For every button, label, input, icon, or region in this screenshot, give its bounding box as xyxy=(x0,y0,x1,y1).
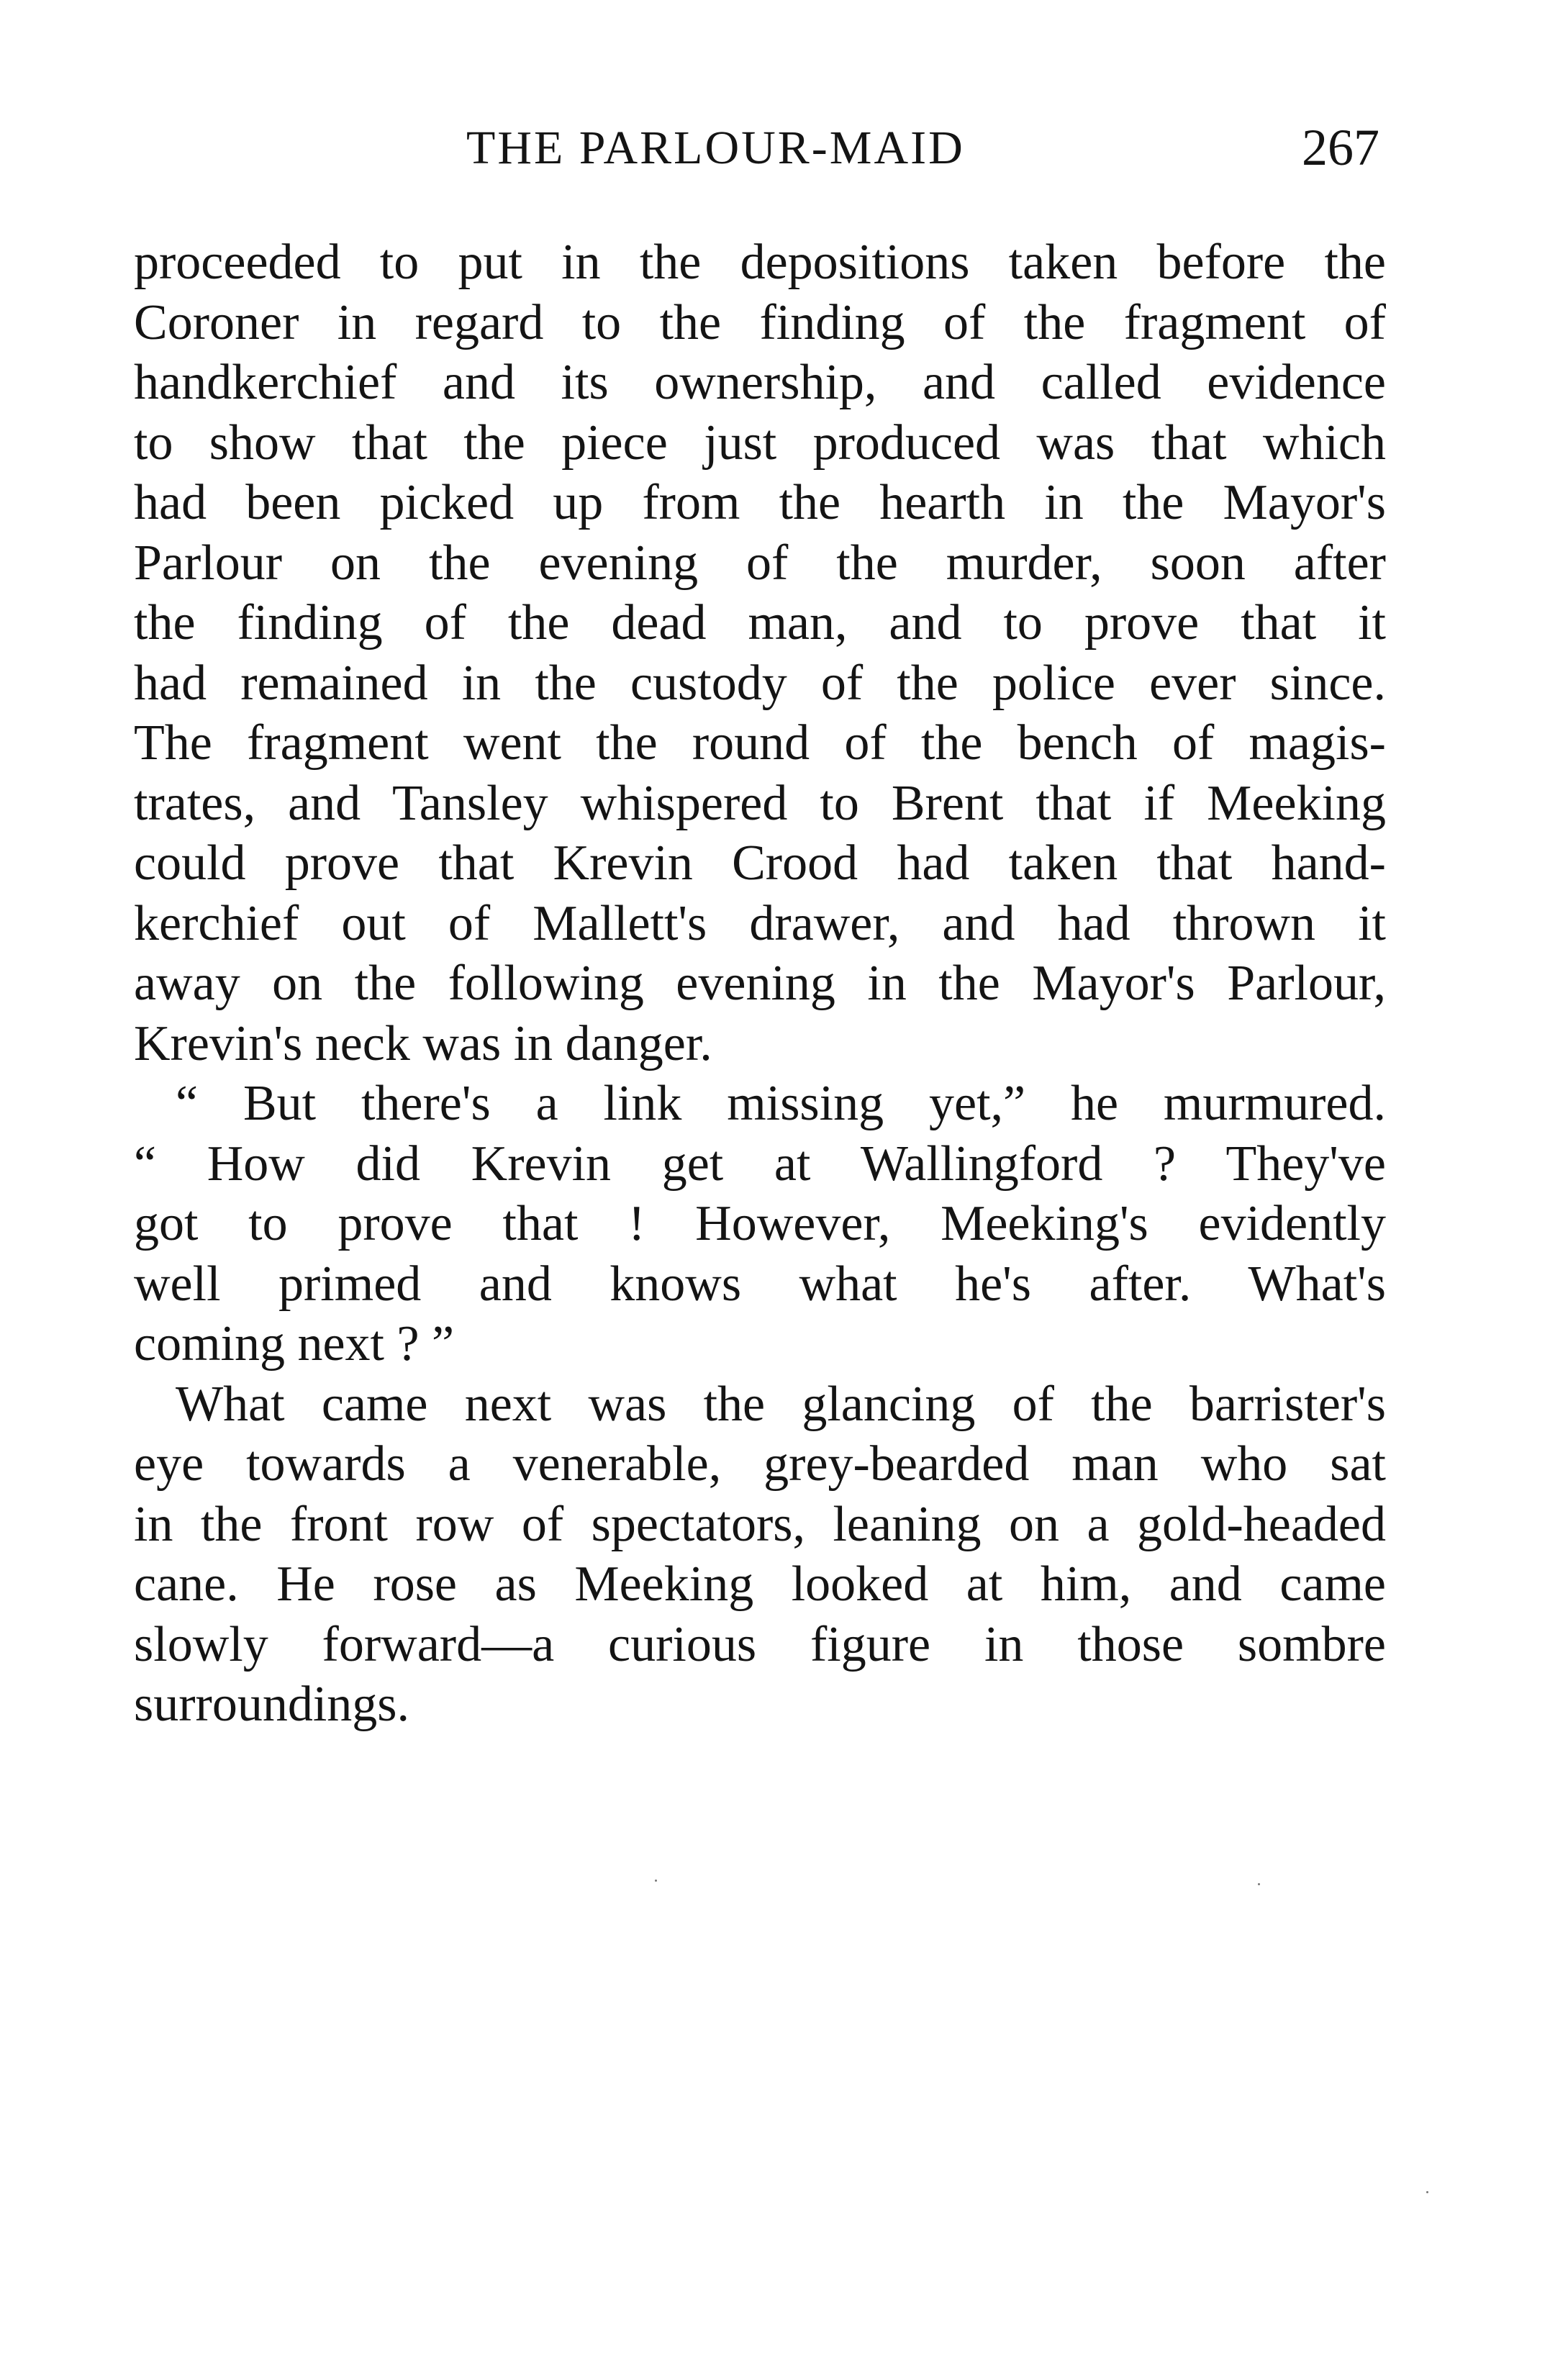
page-number: 267 xyxy=(1302,119,1379,176)
running-head xyxy=(0,121,1568,178)
text-line: Krevin's neck was in danger. xyxy=(134,1015,712,1071)
text-line: proceeded to put in the depositions taken before the xyxy=(134,235,1386,290)
text-line: cane. He rose as Meeking looked at him, and came xyxy=(134,1556,1386,1612)
text-line: to show that the piece just produced was that which xyxy=(134,414,1386,471)
text-line: slowly forward—a curious figure in those sombre xyxy=(134,1616,1386,1672)
text-line: had remained in the custody of the police ever since. xyxy=(134,655,1386,711)
text-line: “ But there's a link missing yet,” he murmured. xyxy=(176,1076,1386,1131)
running-title: THE PARLOUR-MAID xyxy=(466,122,965,174)
paper-speck xyxy=(655,1880,657,1882)
paper-speck xyxy=(1258,1883,1260,1885)
text-line: could prove that Krevin Crood had taken that hand- xyxy=(134,835,1386,891)
text-line: Coroner in regard to the finding of the fragment of xyxy=(134,294,1386,350)
text-line: the finding of the dead man, and to prove that it xyxy=(134,595,1386,650)
text-line: had been picked up from the hearth in the Mayor's xyxy=(134,475,1386,530)
text-line: coming next ? ” xyxy=(134,1316,455,1372)
text-line: trates, and Tansley whispered to Brent that if Meeking xyxy=(134,775,1386,831)
paper-speck xyxy=(1426,2191,1428,2193)
text-line: The fragment went the round of the bench of magis- xyxy=(134,715,1386,771)
text-line: eye towards a venerable, grey-bearded man who sat xyxy=(134,1436,1386,1492)
text-line: What came next was the glancing of the barrister's xyxy=(176,1376,1386,1432)
text-line: away on the following evening in the Mayor's Parlour, xyxy=(134,956,1386,1011)
text-line: surroundings. xyxy=(134,1677,410,1732)
text-line: well primed and knows what he's after. What's xyxy=(134,1256,1386,1312)
text-line: Parlour on the evening of the murder, soon after xyxy=(134,535,1386,591)
body-text xyxy=(134,232,1386,1735)
text-line: got to prove that ! However, Meeking's evidently xyxy=(134,1196,1386,1251)
text-line: handkerchief and its ownership, and called evidence xyxy=(134,355,1386,410)
text-line: kerchief out of Mallett's drawer, and had thrown it xyxy=(134,895,1386,951)
text-line: “ How did Krevin get at Wallingford ? They've xyxy=(134,1135,1386,1192)
text-line: in the front row of spectators, leaning on a gold-headed xyxy=(134,1496,1386,1552)
